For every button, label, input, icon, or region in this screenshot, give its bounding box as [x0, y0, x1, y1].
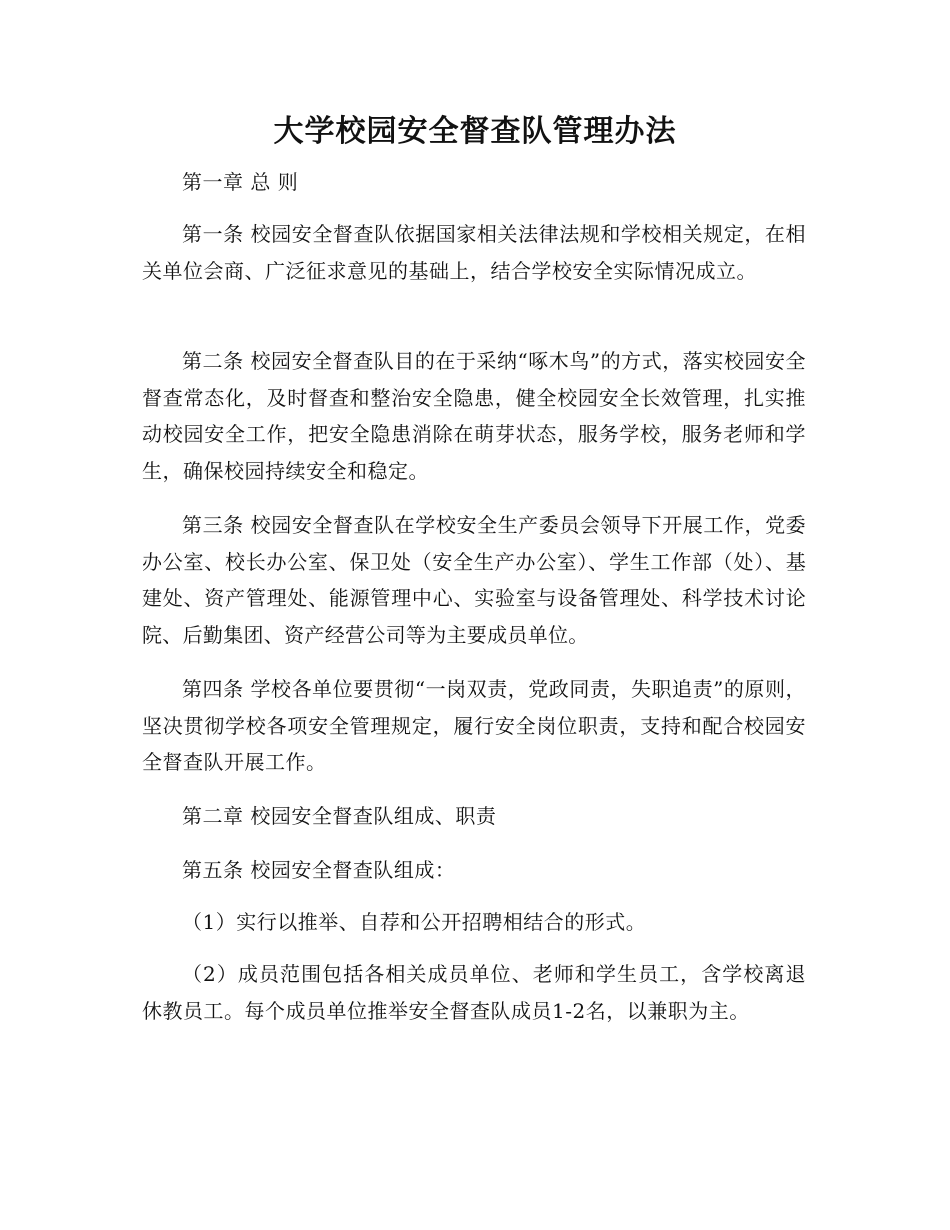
list-item-1: （1）实行以推举、自荐和公开招聘相结合的形式。	[182, 910, 647, 934]
article-1-paragraph: 第一条 校园安全督查队依据国家相关法律法规和学校相关规定，在相关单位会商、广泛征求意见的基础上，结合学校安全实际情况成立。	[142, 222, 806, 283]
chapter-1-heading: 第一章 总 则	[182, 170, 299, 194]
article-2-paragraph: 第二条 校园安全督查队目的在于采纳“啄木鸟”的方式，落实校园安全督查常态化，及时督查和整治安全隐患，健全校园安全长效管理，扎实推动校园安全工作，把安全隐患消除在萌芽状态，服务学校，服务老师和学生，确保校园持续安全和稳定。	[142, 349, 806, 483]
article-4-paragraph: 第四条 学校各单位要贯彻“一岗双责，党政同责，失职追责”的原则，坚决贯彻学校各项安全管理规定，履行安全岗位职责，支持和配合校园安全督查队开展工作。	[142, 677, 806, 774]
article-3-paragraph: 第三条 校园安全督查队在学校安全生产委员会领导下开展工作，党委办公室、校长办公室、保卫处（安全生产办公室）、学生工作部（处）、基建处、资产管理处、能源管理中心、实验室与设备管理处、科学技术讨论院、后勤集团、资产经营公司等为主要成员单位。	[142, 513, 806, 647]
document-title: 大学校园安全督查队管理办法	[273, 114, 677, 149]
list-item-2: （2）成员范围包括各相关成员单位、老师和学生员工，含学校离退休教员工。每个成员单位推举安全督查队成员1-2名，以兼职为主。	[142, 962, 806, 1023]
chapter-2-heading: 第二章 校园安全督查队组成、职责	[182, 804, 497, 828]
article-5-paragraph: 第五条 校园安全督查队组成：	[182, 858, 456, 882]
